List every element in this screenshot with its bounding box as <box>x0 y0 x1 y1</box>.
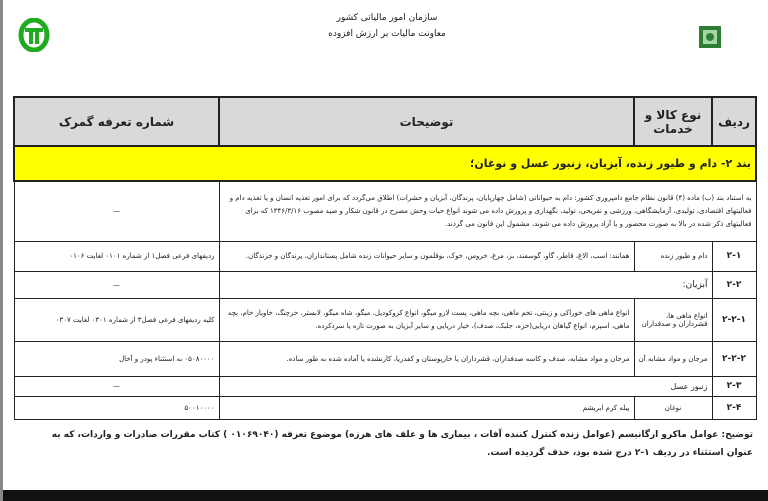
tariff-cell: ۵۰۰۱۰۰۰۰ <box>14 396 219 419</box>
tariff-cell: ردیفهای فرعی فصل۱ از شماره ۰۱۰۱ لغایت ۰۱۰۶ <box>14 241 219 271</box>
vat-exemption-table <box>13 96 757 420</box>
table-row <box>14 271 756 298</box>
description: همانند: اسب، الاغ، قاطر، گاو، گوسفند، بز، مرغ، خروس، خوک، بوقلمون و سایر حیوانات زنده شامل پستانداران، پرندگان و خزندگان. <box>219 241 634 271</box>
description: انواع ماهی های خوراکی و زینتی، تخم ماهی، بچه ماهی، پست لارو میگو، انواع کروکودیل، میگو، شاه میگو، لابستر، خرچنگ، خاویار خام، بچه ماهی، اسپرم، انواع گیاهان دریایی(خزه، جلبک، صدف)، خیار دریایی و سایر آبزیان به صورت تازه یا سردکرده. <box>219 298 634 341</box>
table-row <box>14 181 756 241</box>
merged-label: آبزیان: <box>219 271 712 298</box>
footnote: توضیح: عوامل ماکرو ارگانیسم (عوامل زنده کنترل کننده آفات ، بیماری ها و علف های هرزه) موضوع تعرفه (۰۱۰۶۹۰۴۰ ) کتاب مقررات صادرات و واردات، که به عنوان استثناء در ردیف ۱-۲ درج شده بود، حذف گردیده است. <box>51 430 753 458</box>
goods-type: انواع ماهی ها، قشرداران و صدفداران <box>634 298 712 341</box>
bottom-bar <box>3 490 768 501</box>
org-name: سازمان امور مالیاتی کشور <box>336 13 438 23</box>
tax-organization-logo <box>697 24 723 50</box>
table-row <box>14 396 756 419</box>
tariff-cell: کلیه ردیفهای فرعی فصل۳ از شماره ۰۳۰۱ لغایت ۰۳۰۷ <box>14 298 219 341</box>
table-row <box>14 298 756 341</box>
tariff-cell: — <box>14 376 219 396</box>
header-goods-type: نوع کالا و خدمات <box>634 97 712 146</box>
description: مرجان و مواد مشابه، صدف و کاسه صدفداران، قشرداران یا خارپوستان و کفدریا، کارنشده یا آماده شده به طور ساده. <box>219 341 634 376</box>
table-row <box>14 241 756 271</box>
green-emblem-logo <box>17 18 51 52</box>
table-row <box>14 341 756 376</box>
goods-type: دام و طیور زنده <box>634 241 712 271</box>
table-header-row <box>14 97 756 146</box>
table-row <box>14 376 756 396</box>
header-row-number: ردیف <box>712 97 756 146</box>
row-number: ۲-۳ <box>712 376 756 396</box>
row-number: ۲-۲-۲ <box>712 341 756 376</box>
merged-label: زنبور عسل <box>219 376 712 396</box>
document-header <box>3 10 768 42</box>
goods-type: نوغان <box>634 396 712 419</box>
row-number: ۲-۱ <box>712 241 756 271</box>
row-number: ۲-۲ <box>712 271 756 298</box>
row-number: ۲-۲-۱ <box>712 298 756 341</box>
header-description: توضیحات <box>219 97 634 146</box>
tariff-cell: ۰۵۰۸۰۰۰۰ به استثناء پودر و آخال <box>14 341 219 376</box>
goods-type: مرجان و مواد مشابه آن <box>634 341 712 376</box>
section-row <box>14 146 756 181</box>
tariff-cell: — <box>14 181 219 241</box>
row-number: ۲-۴ <box>712 396 756 419</box>
header-customs-tariff: شماره تعرفه گمرک <box>14 97 219 146</box>
tariff-cell: — <box>14 271 219 298</box>
dept-name: معاونت مالیات بر ارزش افزوده <box>328 29 446 39</box>
section-title: بند ۲- دام و طیور زنده، آبزیان، زنبور عسل و نوغان؛ <box>14 146 756 181</box>
description: پیله کرم ابریشم <box>219 396 634 419</box>
intro-description: به استناد بند (ب) ماده (۴) قانون نظام جامع دامپروری کشور: دام به حیواناتی (شامل چهارپایان، پرندگان، آبزیان و حشرات) اطلاق می‌گردد که برای امور تغذیه انسان و یا تغذیه دام و فعالیتهای اقتصادی، تولیدی، آزمایشگاهی، ورزشی و تفریحی، تولید، نگهداری و پرورش داده می شوند انواع حیات وحش مصرح در قانون شکار و صید مصوب ۱۳۴۶/۳/۱۶ که برای فعالیتهای ذکر شده در بالا به صورت محصور و یا آزاد پرورش داده می شوند، مشمول این قانون می گردند. <box>219 181 756 241</box>
